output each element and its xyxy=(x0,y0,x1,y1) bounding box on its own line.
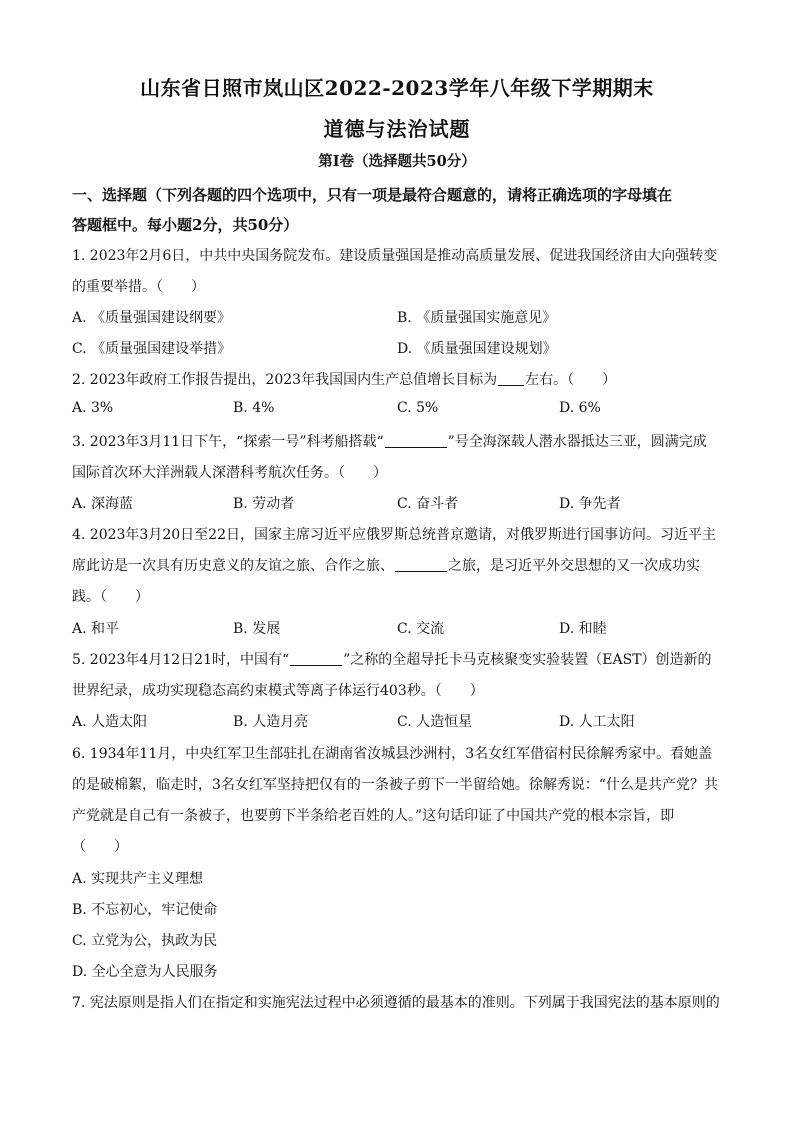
question-2-option-b: B. 4% xyxy=(233,400,275,416)
question-3-text-after: ”号全海深载人潜水器抵达三亚，圆满完成 xyxy=(447,434,707,450)
question-6-text-line2: 的是破棉絮，临走时，3名女红军坚持把仅有的一条被子剪下一半留给她。徐解秀说：“什么是共产党？共 xyxy=(72,777,719,793)
question-3-text-before: 3. 2023年3月11日下午，“探索一号”科考船搭载“ xyxy=(72,434,384,450)
question-3-text-line2: 国际首次环大洋洲载人深潜科考航次任务。（ ） xyxy=(72,465,387,481)
question-4-text-after: 之旅，是习近平外交思想的又一次成功实 xyxy=(448,558,700,574)
question-3-option-b: B. 劳动者 xyxy=(233,496,295,512)
question-6-option-a: A. 实现共产主义理想 xyxy=(72,871,204,887)
question-4-text-line2 xyxy=(72,555,732,575)
question-4-option-c: C. 交流 xyxy=(397,621,445,637)
question-3-text-line1 xyxy=(72,431,732,451)
question-5-option-b: B. 人造月亮 xyxy=(233,714,309,730)
question-6-option-d: D. 全心全意为人民服务 xyxy=(72,964,218,980)
question-2-option-a: A. 3% xyxy=(72,400,114,416)
question-6-text-line3: 产党就是自己有一条被子，也要剪下半条给老百姓的人。”这句话印证了中国共产党的根本宗旨，即 xyxy=(72,808,675,824)
question-4-option-b: B. 发展 xyxy=(233,621,281,637)
section-instructions-line2: 答题框中。每小题2分，共50分） xyxy=(72,216,299,234)
question-1-option-d: D. 《质量强国建设规划》 xyxy=(397,341,557,357)
question-6-option-b: B. 不忘初心，牢记使命 xyxy=(72,902,218,918)
question-3-option-d: D. 争先者 xyxy=(559,496,621,512)
question-1-text-line1: 1. 2023年2月6日，中共中央国务院发布。建设质量强国是推动高质量发展、促进我国经济由大向强转变 xyxy=(72,248,718,264)
question-2-option-d: D. 6% xyxy=(559,400,601,416)
question-5-text-line1 xyxy=(72,649,732,669)
answer-blank xyxy=(395,557,447,572)
question-4-text-line3: 践。（ ） xyxy=(72,589,149,605)
section-instructions-line1: 一、选择题（下列各题的四个选项中，只有一项是最符合题意的，请将正确选项的字母填在 xyxy=(72,186,673,204)
question-5-text-before: 5. 2023年4月12日21时，中国有“ xyxy=(72,652,290,668)
question-5-option-c: C. 人造恒星 xyxy=(397,714,473,730)
question-1-option-c: C. 《质量强国建设举措》 xyxy=(72,341,232,357)
exam-subject: 道德与法治试题 xyxy=(323,117,471,141)
question-5-text-line2: 世界纪录，成功实现稳态高约束模式等离子体运行403秒。（ ） xyxy=(72,683,484,699)
question-4-text-line1: 4. 2023年3月20日至22日，国家主席习近平应俄罗斯总统普京邀请，对俄罗斯进行国事访问。习近平主 xyxy=(72,527,716,543)
question-2-option-c: C. 5% xyxy=(397,400,439,416)
part-heading: 第Ⅰ卷（选择题共50分） xyxy=(318,153,476,170)
question-5-option-a: A. 人造太阳 xyxy=(72,714,148,730)
question-6-text-line1: 6. 1934年11月，中央红军卫生部驻扎在湖南省汝城县沙洲村，3名女红军借宿村民徐解秀家中。看她盖 xyxy=(72,746,713,762)
question-7-text-line1: 7. 宪法原则是指人们在指定和实施宪法过程中必须遵循的最基本的准则。下列属于我国宪法的基本原则的 xyxy=(72,995,720,1011)
question-2-text-after: 左右。（ ） xyxy=(525,372,617,388)
question-2-text-before: 2. 2023年政府工作报告提出，2023年我国国内生产总值增长目标为 xyxy=(72,372,498,388)
exam-title: 山东省日照市岚山区2022-2023学年八年级下学期期末 xyxy=(140,76,654,100)
answer-blank xyxy=(385,433,447,448)
question-6-text-line4: （ ） xyxy=(72,839,128,855)
question-1-text-line2: 的重要举措。（ ） xyxy=(72,279,205,295)
answer-blank xyxy=(290,651,342,666)
question-5-text-after: ”之称的全超导托卡马克核聚变实验装置（EAST）创造新的 xyxy=(343,652,712,668)
question-3-option-c: C. 奋斗者 xyxy=(397,496,459,512)
answer-blank xyxy=(498,371,524,386)
question-4-option-a: A. 和平 xyxy=(72,621,120,637)
question-5-option-d: D. 人工太阳 xyxy=(559,714,635,730)
question-1-option-b: B. 《质量强国实施意见》 xyxy=(397,310,557,326)
question-1-option-a: A. 《质量强国建设纲要》 xyxy=(72,310,232,326)
question-4-text-before: 席此访是一次具有历史意义的友谊之旅、合作之旅、 xyxy=(72,558,394,574)
question-6-option-c: C. 立党为公，执政为民 xyxy=(72,933,218,949)
question-3-option-a: A. 深海蓝 xyxy=(72,496,134,512)
question-2-text xyxy=(72,369,732,389)
question-4-option-d: D. 和睦 xyxy=(559,621,607,637)
